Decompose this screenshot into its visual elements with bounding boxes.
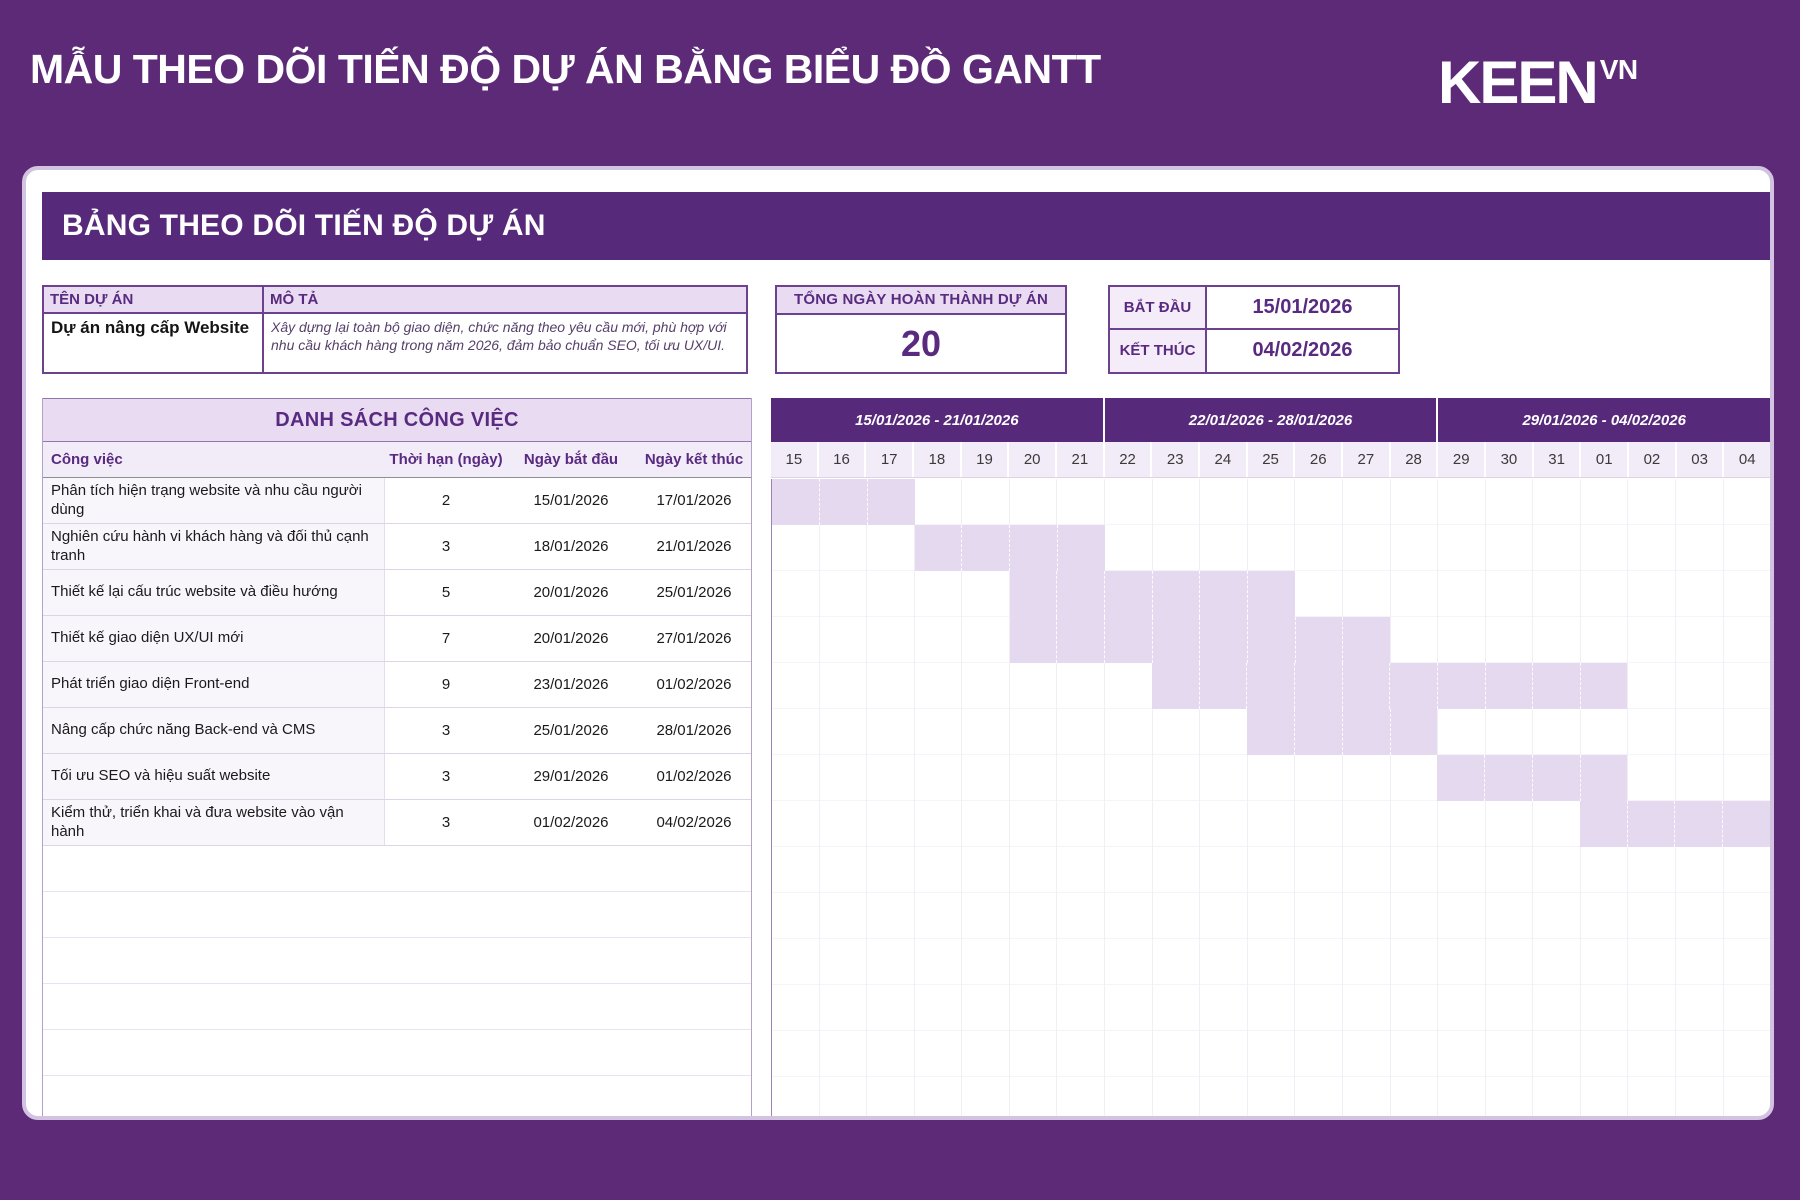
task-duration-cell[interactable]: 3 xyxy=(441,722,451,739)
gantt-bar-cell xyxy=(1057,571,1105,617)
gantt-grid-column xyxy=(1724,479,1770,1116)
task-end-cell[interactable]: 28/01/2026 xyxy=(656,722,732,739)
column-header-end: Ngày kết thúc xyxy=(644,451,744,468)
logo-superscript: VN xyxy=(1599,54,1638,85)
gantt-bar-cell xyxy=(1628,801,1676,847)
column-header-task: Công việc xyxy=(51,451,123,468)
gantt-bar-cell xyxy=(772,479,820,525)
gantt-bar-cell xyxy=(1295,709,1343,755)
task-name-cell[interactable]: Phát triển giao diện Front-end xyxy=(43,662,385,707)
gantt-bar-cell xyxy=(1343,617,1390,663)
gantt-day-label: 20 xyxy=(1009,442,1057,477)
gantt-bar-cell xyxy=(820,479,868,525)
gantt-bar-cell xyxy=(1391,709,1438,755)
project-desc-header: MÔ TẢ xyxy=(264,287,746,314)
gantt-bar-cell xyxy=(1105,571,1153,617)
gantt-grid-column xyxy=(772,479,820,1116)
gantt-day-label: 15 xyxy=(771,442,819,477)
task-end-cell[interactable]: 21/01/2026 xyxy=(656,538,732,555)
gantt-week-header xyxy=(771,398,1770,442)
task-row xyxy=(43,662,751,708)
task-duration-cell[interactable]: 7 xyxy=(441,630,451,647)
board-title: BẢNG THEO DÕI TIẾN ĐỘ DỰ ÁN xyxy=(62,209,546,242)
task-start-cell[interactable]: 18/01/2026 xyxy=(533,538,609,555)
task-start-cell[interactable]: 15/01/2026 xyxy=(533,492,609,509)
empty-task-row[interactable] xyxy=(43,892,751,938)
end-date-cell[interactable]: 04/02/2026 xyxy=(1252,339,1353,362)
task-row xyxy=(43,616,751,662)
gantt-bar xyxy=(1580,801,1770,847)
gantt-bar-cell xyxy=(1247,709,1295,755)
task-rows xyxy=(43,478,751,846)
task-start-cell[interactable]: 25/01/2026 xyxy=(533,722,609,739)
task-duration-cell[interactable]: 5 xyxy=(441,584,451,601)
gantt-bar-cell xyxy=(1390,663,1438,709)
gantt-day-label: 18 xyxy=(914,442,962,477)
gantt-day-label: 03 xyxy=(1677,442,1725,477)
gantt-bar-cell xyxy=(962,525,1010,571)
task-start-cell[interactable]: 20/01/2026 xyxy=(533,630,609,647)
gantt-day-header xyxy=(771,442,1770,478)
task-name-cell[interactable]: Phân tích hiện trạng website và nhu cầu người dùng xyxy=(43,478,385,523)
keen-logo xyxy=(1438,48,1638,117)
gantt-day-label: 22 xyxy=(1105,442,1153,477)
task-start-cell[interactable]: 01/02/2026 xyxy=(533,814,609,831)
gantt-grid-column xyxy=(867,479,915,1116)
total-days-box xyxy=(775,285,1067,374)
gantt-day-label: 21 xyxy=(1057,442,1105,477)
gantt-day-label: 29 xyxy=(1438,442,1486,477)
gantt-bar xyxy=(1010,571,1295,617)
task-name-cell[interactable]: Nghiên cứu hành vi khách hàng và đối thủ cạnh tranh xyxy=(43,524,385,569)
gantt-week-label: 22/01/2026 - 28/01/2026 xyxy=(1105,398,1439,442)
task-end-cell[interactable]: 27/01/2026 xyxy=(656,630,732,647)
gantt-bar xyxy=(1247,709,1437,755)
gantt-week-label: 29/01/2026 - 04/02/2026 xyxy=(1522,411,1686,429)
gantt-day-label: 23 xyxy=(1152,442,1200,477)
gantt-bar-cell xyxy=(1200,663,1248,709)
gantt-day-label: 04 xyxy=(1724,442,1770,477)
start-end-table xyxy=(1108,285,1400,374)
gantt-grid-column xyxy=(1295,479,1343,1116)
gantt-bar-cell xyxy=(1153,617,1201,663)
task-name-cell[interactable]: Thiết kế lại cấu trúc website và điều hướng xyxy=(43,570,385,615)
gantt-day-label: 27 xyxy=(1343,442,1391,477)
gantt-bar-cell xyxy=(1247,663,1295,709)
task-row xyxy=(43,478,751,524)
task-end-cell[interactable]: 25/01/2026 xyxy=(656,584,732,601)
gantt-bar-cell xyxy=(1486,663,1534,709)
total-days-value[interactable]: 20 xyxy=(900,323,942,364)
gantt-bar-cell xyxy=(1152,663,1200,709)
gantt-bar-cell xyxy=(1296,617,1344,663)
gantt-day-label: 30 xyxy=(1486,442,1534,477)
gantt-bar xyxy=(1437,755,1627,801)
task-start-cell[interactable]: 23/01/2026 xyxy=(533,676,609,693)
gantt-bar-cell xyxy=(1248,571,1295,617)
project-name-cell[interactable]: Dự án nâng cấp Website xyxy=(44,314,264,372)
gantt-chart xyxy=(771,398,1770,1116)
task-name-cell[interactable]: Tối ưu SEO và hiệu suất website xyxy=(43,754,385,799)
gantt-grid-column xyxy=(1676,479,1724,1116)
project-name-header: TÊN DỰ ÁN xyxy=(44,287,264,314)
gantt-bar-cell xyxy=(1200,617,1248,663)
task-row xyxy=(43,754,751,800)
gantt-day-label: 02 xyxy=(1629,442,1677,477)
gantt-bar-cell xyxy=(1058,525,1105,571)
task-name-cell[interactable]: Kiểm thử, triển khai và đưa website vào vận hành xyxy=(43,800,385,845)
gantt-bar xyxy=(915,525,1105,571)
gantt-bar-cell xyxy=(1580,801,1628,847)
gantt-day-label: 19 xyxy=(962,442,1010,477)
task-list-table xyxy=(42,398,752,1116)
gantt-bar-cell xyxy=(1723,801,1770,847)
task-end-cell[interactable]: 01/02/2026 xyxy=(656,768,732,785)
gantt-grid-column xyxy=(1628,479,1676,1116)
gantt-bar-cell xyxy=(1010,571,1058,617)
task-end-cell[interactable]: 01/02/2026 xyxy=(656,676,732,693)
board-card xyxy=(22,166,1774,1120)
gantt-bar-cell xyxy=(1485,755,1533,801)
gantt-day-label: 25 xyxy=(1248,442,1296,477)
project-desc-cell[interactable]: Xây dựng lại toàn bộ giao diện, chức năng theo yêu cầu mới, phù hợp với nhu cầu khách hàng trong năm 2026, đảm bảo chuẩn SEO, tối ưu UX/UI. xyxy=(271,319,727,354)
gantt-grid-column xyxy=(962,479,1010,1116)
gantt-bar-cell xyxy=(1057,617,1105,663)
task-row xyxy=(43,800,751,846)
gantt-grid xyxy=(771,479,1770,1116)
task-list-title: DANH SÁCH CÔNG VIỆC xyxy=(43,398,751,442)
gantt-bar-cell xyxy=(1343,709,1391,755)
gantt-grid-column xyxy=(915,479,963,1116)
gantt-bar xyxy=(772,479,915,525)
empty-task-row[interactable] xyxy=(43,1030,751,1076)
gantt-grid-column xyxy=(1343,479,1391,1116)
gantt-bar-cell xyxy=(1581,663,1628,709)
task-list-column-headers xyxy=(43,442,751,478)
gantt-day-label: 28 xyxy=(1391,442,1439,477)
start-date-cell[interactable]: 15/01/2026 xyxy=(1207,287,1398,330)
gantt-bar-cell xyxy=(1581,755,1628,801)
gantt-bar-cell xyxy=(1010,525,1058,571)
board-title-banner xyxy=(42,192,1770,260)
gantt-bar-cell xyxy=(1248,617,1296,663)
gantt-bar-cell xyxy=(1533,663,1581,709)
task-duration-cell[interactable]: 2 xyxy=(441,492,451,509)
gantt-bar-cell xyxy=(1675,801,1723,847)
gantt-day-label: 31 xyxy=(1534,442,1582,477)
empty-task-row[interactable] xyxy=(43,984,751,1030)
empty-rows xyxy=(43,846,751,1116)
total-days-header: TỔNG NGÀY HOÀN THÀNH DỰ ÁN xyxy=(777,287,1065,315)
gantt-bar xyxy=(1010,617,1390,663)
end-label: KẾT THÚC xyxy=(1110,330,1207,373)
task-duration-cell[interactable]: 3 xyxy=(441,814,451,831)
task-duration-cell[interactable]: 3 xyxy=(441,768,451,785)
gantt-bar-cell xyxy=(1533,755,1581,801)
project-info-table xyxy=(42,285,748,374)
page-title: MẪU THEO DÕI TIẾN ĐỘ DỰ ÁN BẰNG BIỂU ĐỒ GANTT xyxy=(30,46,1101,92)
empty-task-row[interactable] xyxy=(43,846,751,892)
logo-text: KEEN xyxy=(1438,49,1597,116)
task-duration-cell[interactable]: 9 xyxy=(441,676,451,693)
gantt-bar xyxy=(1152,663,1627,709)
gantt-bar-cell xyxy=(1105,617,1153,663)
gantt-bar-cell xyxy=(1010,617,1058,663)
task-duration-cell[interactable]: 3 xyxy=(441,538,451,555)
gantt-day-label: 26 xyxy=(1295,442,1343,477)
gantt-bar-cell xyxy=(1438,663,1486,709)
empty-task-row[interactable] xyxy=(43,1076,751,1116)
task-start-cell[interactable]: 29/01/2026 xyxy=(533,768,609,785)
gantt-day-label: 17 xyxy=(866,442,914,477)
task-end-cell[interactable]: 04/02/2026 xyxy=(656,814,732,831)
empty-task-row[interactable] xyxy=(43,938,751,984)
gantt-bar-cell xyxy=(1295,663,1343,709)
gantt-week-label: 15/01/2026 - 21/01/2026 xyxy=(771,398,1105,442)
gantt-bar-cell xyxy=(1437,755,1485,801)
gantt-bar-cell xyxy=(1343,663,1391,709)
task-start-cell[interactable]: 20/01/2026 xyxy=(533,584,609,601)
start-label: BẮT ĐẦU xyxy=(1110,287,1207,330)
gantt-day-label: 16 xyxy=(819,442,867,477)
gantt-bar-cell xyxy=(1153,571,1201,617)
gantt-day-label: 01 xyxy=(1581,442,1629,477)
task-name-cell[interactable]: Nâng cấp chức năng Back-end và CMS xyxy=(43,708,385,753)
gantt-grid-column xyxy=(1391,479,1439,1116)
task-end-cell[interactable]: 17/01/2026 xyxy=(656,492,732,509)
task-row xyxy=(43,570,751,616)
gantt-day-label: 24 xyxy=(1200,442,1248,477)
gantt-bar-cell xyxy=(915,525,963,571)
column-header-duration: Thời hạn (ngày) xyxy=(389,451,503,468)
task-name-cell[interactable]: Thiết kế giao diện UX/UI mới xyxy=(43,616,385,661)
gantt-grid-column xyxy=(820,479,868,1116)
task-row xyxy=(43,708,751,754)
gantt-bar-cell xyxy=(1200,571,1248,617)
column-header-start: Ngày bắt đầu xyxy=(523,451,619,468)
task-row xyxy=(43,524,751,570)
gantt-bar-cell xyxy=(868,479,915,525)
